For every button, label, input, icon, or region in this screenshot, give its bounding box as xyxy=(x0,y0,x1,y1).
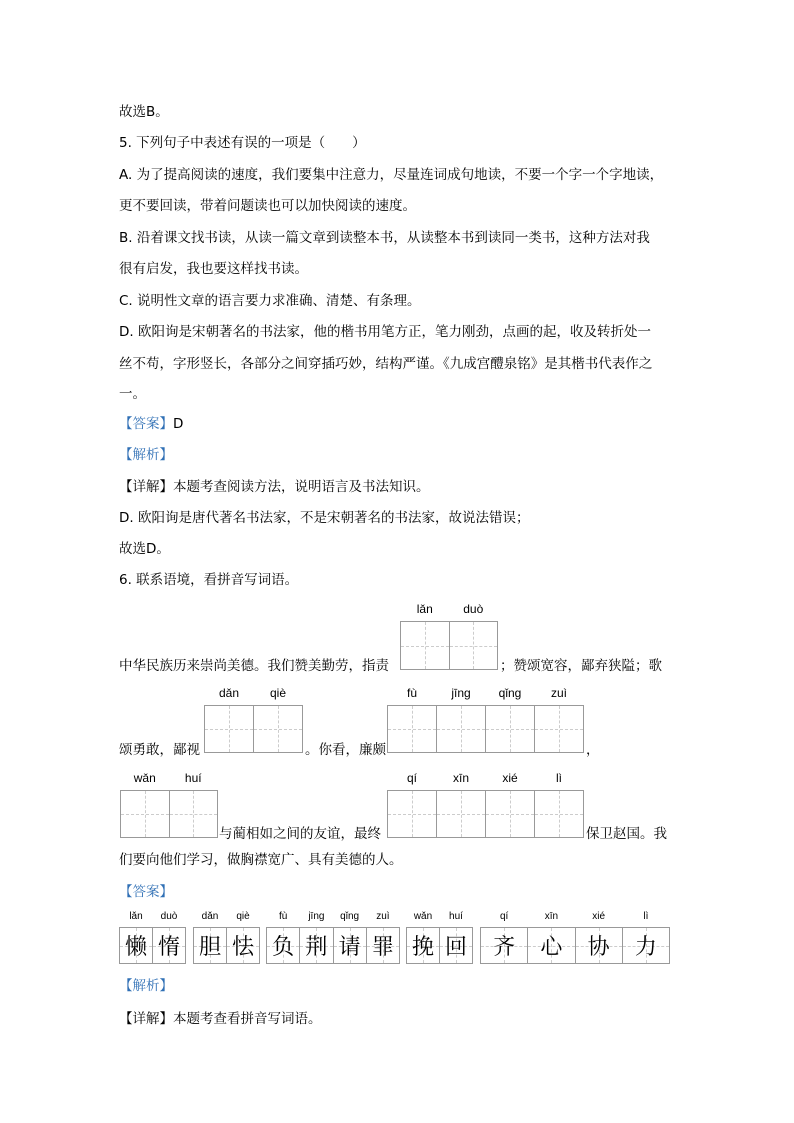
text-line: D. 欧阳询是唐代著名书法家，不是宋朝著名的书法家，故说法错误； xyxy=(119,510,530,526)
tianzi-cell xyxy=(486,686,535,752)
answer-char: 力 xyxy=(634,935,657,960)
pinyin-label: qiè xyxy=(269,686,286,700)
pinyin-blank-box[interactable] xyxy=(387,686,584,753)
pinyin-label: xié xyxy=(502,771,518,785)
tianzi-cell xyxy=(121,771,170,837)
tianzi-cell xyxy=(535,686,583,752)
option-a: A. 为了提高阅读的速度，我们要集中注意力，尽量连词成句地读，不要一个字一个字地读， xyxy=(119,167,664,183)
text-fragment: 颂勇敢，鄙视 xyxy=(119,742,200,758)
answer-char: 协 xyxy=(587,935,610,960)
tianzi-cell xyxy=(481,911,528,963)
tianzi-cell xyxy=(300,911,333,963)
text-fragment: 。你看，廉颇 xyxy=(305,742,386,758)
tianzi-cell xyxy=(227,911,259,963)
text-fragment: 与蔺相如之间的友谊，最终 xyxy=(219,826,381,842)
pinyin-label: wǎn xyxy=(133,771,156,785)
answer-char: 请 xyxy=(338,935,361,960)
tianzi-cell xyxy=(267,911,300,963)
answer-char: 心 xyxy=(540,935,563,960)
pinyin-label: jīng xyxy=(308,911,325,922)
pinyin-blank-box[interactable] xyxy=(400,602,498,670)
tianzi-cell xyxy=(388,686,437,752)
text-line: 丝不苟，字形竖长，各部分之间穿插巧妙，结构严谨。《九成宫醴泉铭》是其楷书代表作之 xyxy=(119,356,653,372)
pinyin-label: fù xyxy=(278,911,288,922)
answer-char: 罪 xyxy=(371,935,394,960)
text-line: 很有启发，我也要这样找书读。 xyxy=(119,261,308,277)
answer-value: D xyxy=(173,416,184,432)
pinyin-label: dǎn xyxy=(201,911,219,922)
question-5: 5. 下列句子中表述有误的一项是（ ） xyxy=(119,135,366,151)
pinyin-blank-box[interactable] xyxy=(204,686,303,753)
analysis-label: 【解析】 xyxy=(119,978,173,994)
text-fragment: ；赞颂宽容，鄙弃狭隘；歌 xyxy=(500,658,662,674)
pinyin-label: dǎn xyxy=(218,686,240,700)
text-fragment: 保卫赵国。我 xyxy=(586,826,667,842)
pinyin-label: lǎn xyxy=(416,602,433,616)
tianzi-cell xyxy=(153,911,185,963)
answer-char: 挽 xyxy=(411,935,434,960)
detail-line: 【详解】本题考查阅读方法，说明语言及书法知识。 xyxy=(119,479,430,495)
pinyin-label: wǎn xyxy=(413,911,433,922)
analysis-label: 【解析】 xyxy=(119,447,173,463)
tianzi-cell xyxy=(401,602,450,669)
tianzi-cell xyxy=(254,686,302,752)
tianzi-cell xyxy=(486,771,535,837)
answer-label: 【答案】 xyxy=(119,416,173,432)
tianzi-cell xyxy=(576,911,623,963)
pinyin-label: duò xyxy=(160,911,178,922)
answer-char: 回 xyxy=(444,935,467,960)
tianzi-cell xyxy=(194,911,227,963)
tianzi-cell xyxy=(120,911,153,963)
option-b: B. 沿着课文找书读，从读一篇文章到读整本书，从读整本书到读同一类书，这种方法对我 xyxy=(119,230,650,246)
answer-word-box xyxy=(193,911,260,964)
tianzi-cell xyxy=(528,911,575,963)
tianzi-cell xyxy=(440,911,472,963)
tianzi-cell xyxy=(450,602,498,669)
pinyin-label: lì xyxy=(556,771,562,785)
answer-char: 负 xyxy=(272,935,295,960)
text-fragment: ， xyxy=(586,742,600,758)
pinyin-blank-box[interactable] xyxy=(387,771,584,838)
tianzi-cell xyxy=(388,771,437,837)
tianzi-cell xyxy=(367,911,399,963)
option-c: C. 说明性文章的语言要力求准确、清楚、有条理。 xyxy=(119,293,421,309)
text-line: 故选B。 xyxy=(119,104,169,120)
answer-line xyxy=(119,415,183,433)
answer-char: 惰 xyxy=(157,935,180,960)
answer-char: 齐 xyxy=(493,935,516,960)
answer-word-box xyxy=(119,911,186,964)
pinyin-label: qí xyxy=(406,771,417,785)
pinyin-label: xīn xyxy=(452,771,469,785)
pinyin-label: qiè xyxy=(236,911,250,922)
tianzi-cell xyxy=(170,771,218,837)
answer-word-box xyxy=(406,911,473,964)
detail-line: 【详解】本题考查看拼音写词语。 xyxy=(119,1011,322,1027)
answer-label: 【答案】 xyxy=(119,884,173,900)
pinyin-label: fù xyxy=(406,686,417,700)
pinyin-label: huí xyxy=(449,911,463,922)
option-d: D. 欧阳询是宋朝著名的书法家，他的楷书用笔方正，笔力刚劲，点画的起，收及转折处一 xyxy=(119,324,651,340)
pinyin-label: xié xyxy=(592,911,606,922)
tianzi-cell xyxy=(205,686,254,752)
pinyin-label: qí xyxy=(499,911,509,922)
pinyin-label: qǐng xyxy=(340,911,360,922)
tianzi-cell xyxy=(623,911,669,963)
pinyin-label: lì xyxy=(643,911,649,922)
text-fragment: 中华民族历来崇尚美德。我们赞美勤劳，指责 xyxy=(119,658,389,674)
tianzi-cell xyxy=(334,911,367,963)
pinyin-blank-box[interactable] xyxy=(120,771,218,838)
pinyin-label: duò xyxy=(463,602,484,616)
answer-word-box xyxy=(480,911,670,964)
text-line: 更不要回读，带着问题读也可以加快阅读的速度。 xyxy=(119,198,416,214)
pinyin-label: zuì xyxy=(550,686,567,700)
answer-char: 懒 xyxy=(124,935,147,960)
tianzi-cell xyxy=(407,911,440,963)
text-line: 一。 xyxy=(119,386,146,402)
answer-word-box xyxy=(266,911,400,964)
pinyin-label: huí xyxy=(184,771,202,785)
answer-char: 荆 xyxy=(305,935,328,960)
tianzi-cell xyxy=(535,771,583,837)
pinyin-label: qǐng xyxy=(498,686,522,700)
pinyin-label: jīng xyxy=(451,686,471,700)
pinyin-label: xīn xyxy=(544,911,559,922)
text-line: 们要向他们学习，做胸襟宽广、具有美德的人。 xyxy=(119,852,403,868)
tianzi-cell xyxy=(437,686,486,752)
text-line: 故选D。 xyxy=(119,541,170,557)
pinyin-label: lǎn xyxy=(129,911,143,922)
question-6: 6. 联系语境，看拼音写词语。 xyxy=(119,572,299,588)
tianzi-cell xyxy=(437,771,486,837)
answer-char: 怯 xyxy=(231,935,254,960)
answer-char: 胆 xyxy=(198,935,221,960)
pinyin-label: zuì xyxy=(376,911,390,922)
